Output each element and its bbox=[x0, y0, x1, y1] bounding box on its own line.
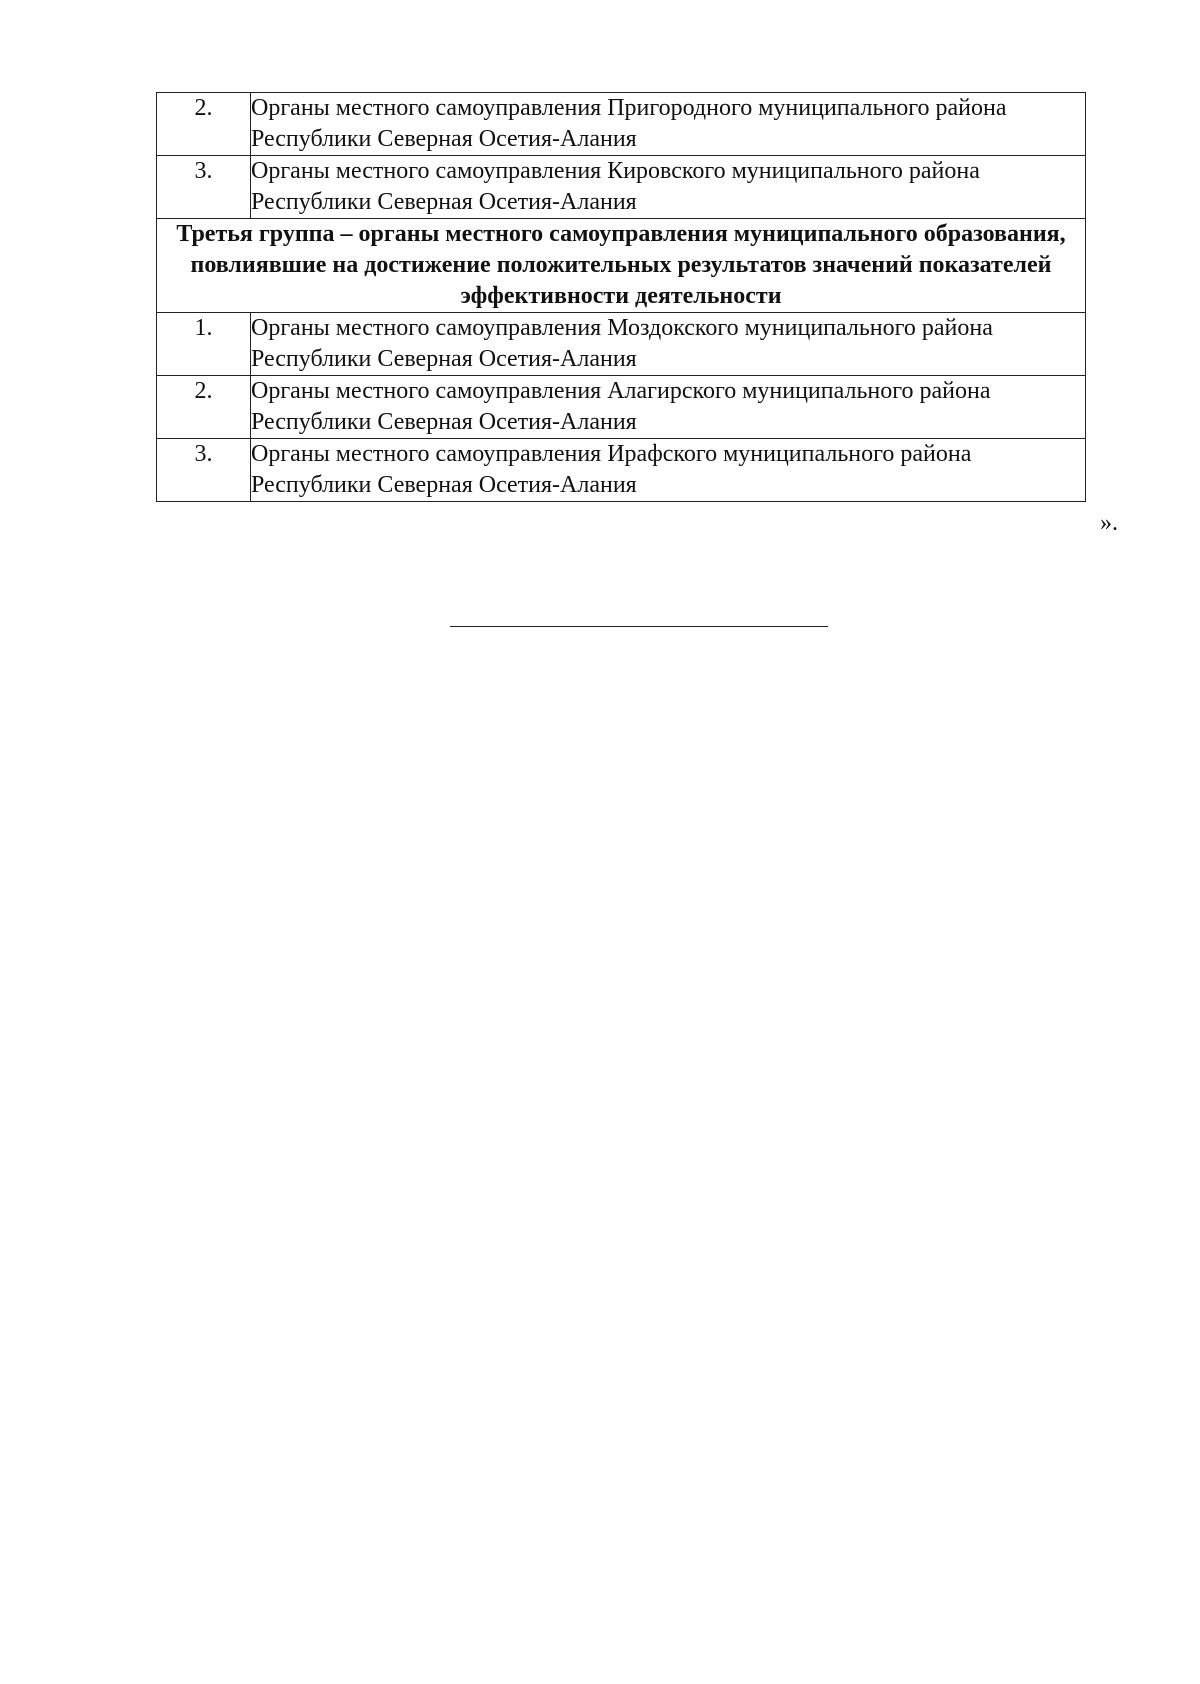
row-number: 2. bbox=[157, 376, 251, 439]
table-row bbox=[157, 313, 1086, 376]
row-text: Органы местного самоуправления Кировского муниципального района Республики Северная Осетия-Алания bbox=[251, 156, 1086, 219]
row-number: 1. bbox=[157, 313, 251, 376]
row-text: Органы местного самоуправления Пригородного муниципального района Республики Северная Осетия-Алания bbox=[251, 93, 1086, 156]
row-text: Органы местного самоуправления Моздокского муниципального района Республики Северная Осетия-Алания bbox=[251, 313, 1086, 376]
municipal-groups-table bbox=[156, 92, 1086, 502]
end-separator-line bbox=[450, 626, 828, 627]
row-number: 3. bbox=[157, 156, 251, 219]
row-text: Органы местного самоуправления Ирафского муниципального района Республики Северная Осетия-Алания bbox=[251, 439, 1086, 502]
group-3-title: Третья группа – органы местного самоуправления муниципального образования, повлиявшие на достижение положительных результатов значений показателей эффективности деятельности bbox=[157, 219, 1086, 313]
row-number: 2. bbox=[157, 93, 251, 156]
row-number: 3. bbox=[157, 439, 251, 502]
closing-quote: ». bbox=[1100, 510, 1118, 536]
table-row bbox=[157, 93, 1086, 156]
row-text: Органы местного самоуправления Алагирского муниципального района Республики Северная Осетия-Алания bbox=[251, 376, 1086, 439]
table-row bbox=[157, 439, 1086, 502]
table-row bbox=[157, 376, 1086, 439]
group-header-row bbox=[157, 219, 1086, 313]
table-row bbox=[157, 156, 1086, 219]
